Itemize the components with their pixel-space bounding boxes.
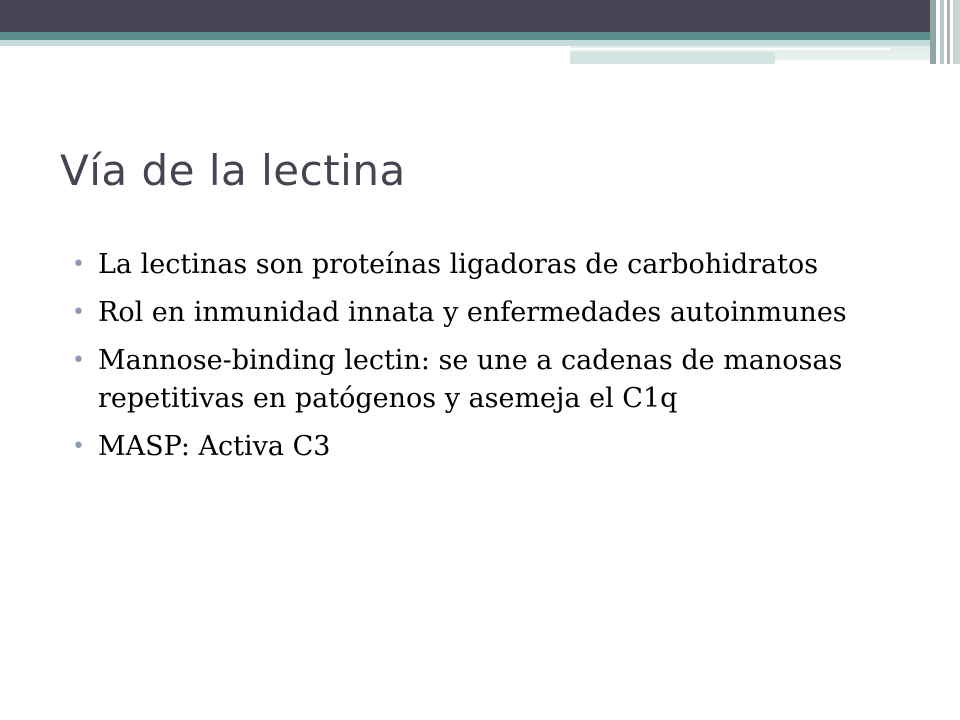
edge-stripe <box>953 0 960 64</box>
bullet-list <box>72 246 892 476</box>
bullet-item <box>72 246 892 284</box>
bullet-item <box>72 428 892 466</box>
bullet-text: Rol en inmunidad innata y enfermedades autoinmunes <box>98 297 847 328</box>
slide-title: Vía de la lectina <box>60 146 406 195</box>
bullet-item <box>72 342 892 418</box>
bullet-text: MASP: Activa C3 <box>98 431 331 462</box>
header-banner-line <box>570 48 890 50</box>
bullet-icon: • <box>72 300 85 325</box>
header-banner-dark <box>0 0 930 32</box>
bullet-text: Mannose-binding lectin: se une a cadenas de manosas repetitivas en patógenos y asemeja el C1q <box>98 345 843 414</box>
header-banner-teal <box>0 32 930 40</box>
bullet-item <box>72 294 892 332</box>
bullet-icon: • <box>72 434 85 459</box>
header-banner-step <box>570 52 775 64</box>
bullet-icon: • <box>72 252 85 277</box>
bullet-text: La lectinas son proteínas ligadoras de carbohidratos <box>98 249 819 280</box>
header-banner-step <box>775 52 930 60</box>
bullet-icon: • <box>72 348 85 373</box>
